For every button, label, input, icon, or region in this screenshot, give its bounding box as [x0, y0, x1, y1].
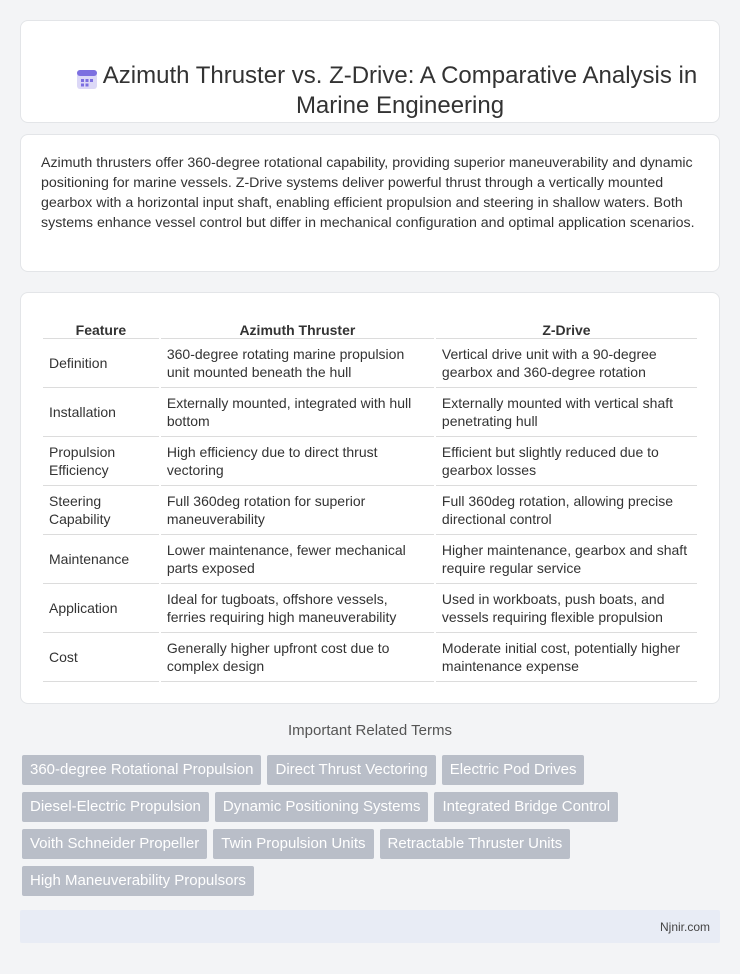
footer-site-name[interactable]: Njnir.com [659, 920, 710, 934]
related-term-tag[interactable]: 360-degree Rotational Propulsion [22, 755, 261, 785]
title-card [20, 20, 720, 123]
feature-cell: Cost [43, 633, 159, 682]
table-row [43, 486, 697, 535]
azimuth-cell: 360-degree rotating marine propulsion unit mounted beneath the hull [161, 339, 434, 388]
table-row [43, 584, 697, 633]
azimuth-cell: High efficiency due to direct thrust vectoring [161, 437, 434, 486]
z-drive-cell: Externally mounted with vertical shaft penetrating hull [436, 388, 697, 437]
table-header-row [43, 313, 697, 339]
azimuth-cell: Full 360deg rotation for superior maneuverability [161, 486, 434, 535]
feature-cell: Application [43, 584, 159, 633]
feature-cell: Propulsion Efficiency [43, 437, 159, 486]
comparison-table [41, 313, 699, 682]
table-row [43, 339, 697, 388]
comparison-table-card [20, 292, 720, 704]
related-term-tag[interactable]: Dynamic Positioning Systems [215, 792, 429, 822]
z-drive-cell: Full 360deg rotation, allowing precise directional control [436, 486, 697, 535]
azimuth-cell: Generally higher upfront cost due to complex design [161, 633, 434, 682]
related-term-tag[interactable]: Twin Propulsion Units [213, 829, 373, 859]
page-title: Azimuth Thruster vs. Z-Drive: A Comparative Analysis in Marine Engineering [102, 62, 698, 119]
table-row [43, 535, 697, 584]
azimuth-cell: Ideal for tugboats, offshore vessels, ferries requiring high maneuverability [161, 584, 434, 633]
header-azimuth-thruster: Azimuth Thruster [161, 313, 434, 339]
feature-cell: Maintenance [43, 535, 159, 584]
header-feature: Feature [43, 313, 159, 339]
z-drive-cell: Vertical drive unit with a 90-degree gearbox and 360-degree rotation [436, 339, 697, 388]
z-drive-cell: Used in workboats, push boats, and vessels requiring flexible propulsion [436, 584, 697, 633]
feature-cell: Installation [43, 388, 159, 437]
tag-row [22, 755, 722, 785]
calendar-icon [75, 67, 99, 91]
feature-cell: Definition [43, 339, 159, 388]
related-term-tag[interactable]: Integrated Bridge Control [434, 792, 618, 822]
intro-card [20, 134, 720, 272]
tag-row [22, 829, 722, 859]
related-term-tag[interactable]: Electric Pod Drives [442, 755, 585, 785]
tag-row [22, 866, 722, 896]
related-term-tag[interactable]: Direct Thrust Vectoring [267, 755, 435, 785]
related-terms-heading: Important Related Terms [288, 722, 452, 739]
azimuth-cell: Externally mounted, integrated with hull bottom [161, 388, 434, 437]
related-term-tag[interactable]: Diesel-Electric Propulsion [22, 792, 209, 822]
related-term-tag[interactable]: High Maneuverability Propulsors [22, 866, 254, 896]
table-row [43, 388, 697, 437]
header-z-drive: Z-Drive [436, 313, 697, 339]
table-row [43, 437, 697, 486]
table-row [43, 633, 697, 682]
feature-cell: Steering Capability [43, 486, 159, 535]
azimuth-cell: Lower maintenance, fewer mechanical parts exposed [161, 535, 434, 584]
z-drive-cell: Higher maintenance, gearbox and shaft require regular service [436, 535, 697, 584]
z-drive-cell: Moderate initial cost, potentially higher maintenance expense [436, 633, 697, 682]
related-term-tag[interactable]: Retractable Thruster Units [380, 829, 571, 859]
intro-paragraph: Azimuth thrusters offer 360-degree rotational capability, providing superior maneuverability and dynamic positioning for marine vessels. Z-Drive systems deliver powerful thrust through a vertically mounted gearbox with a horizontal input shaft, enabling efficient propulsion and steering in shallow waters. Both systems enhance vessel control but differ in mechanical configuration and optimal application scenarios. [41, 155, 695, 231]
z-drive-cell: Efficient but slightly reduced due to gearbox losses [436, 437, 697, 486]
related-terms-list [22, 755, 722, 903]
footer [20, 910, 720, 943]
related-term-tag[interactable]: Voith Schneider Propeller [22, 829, 207, 859]
tag-row [22, 792, 722, 822]
